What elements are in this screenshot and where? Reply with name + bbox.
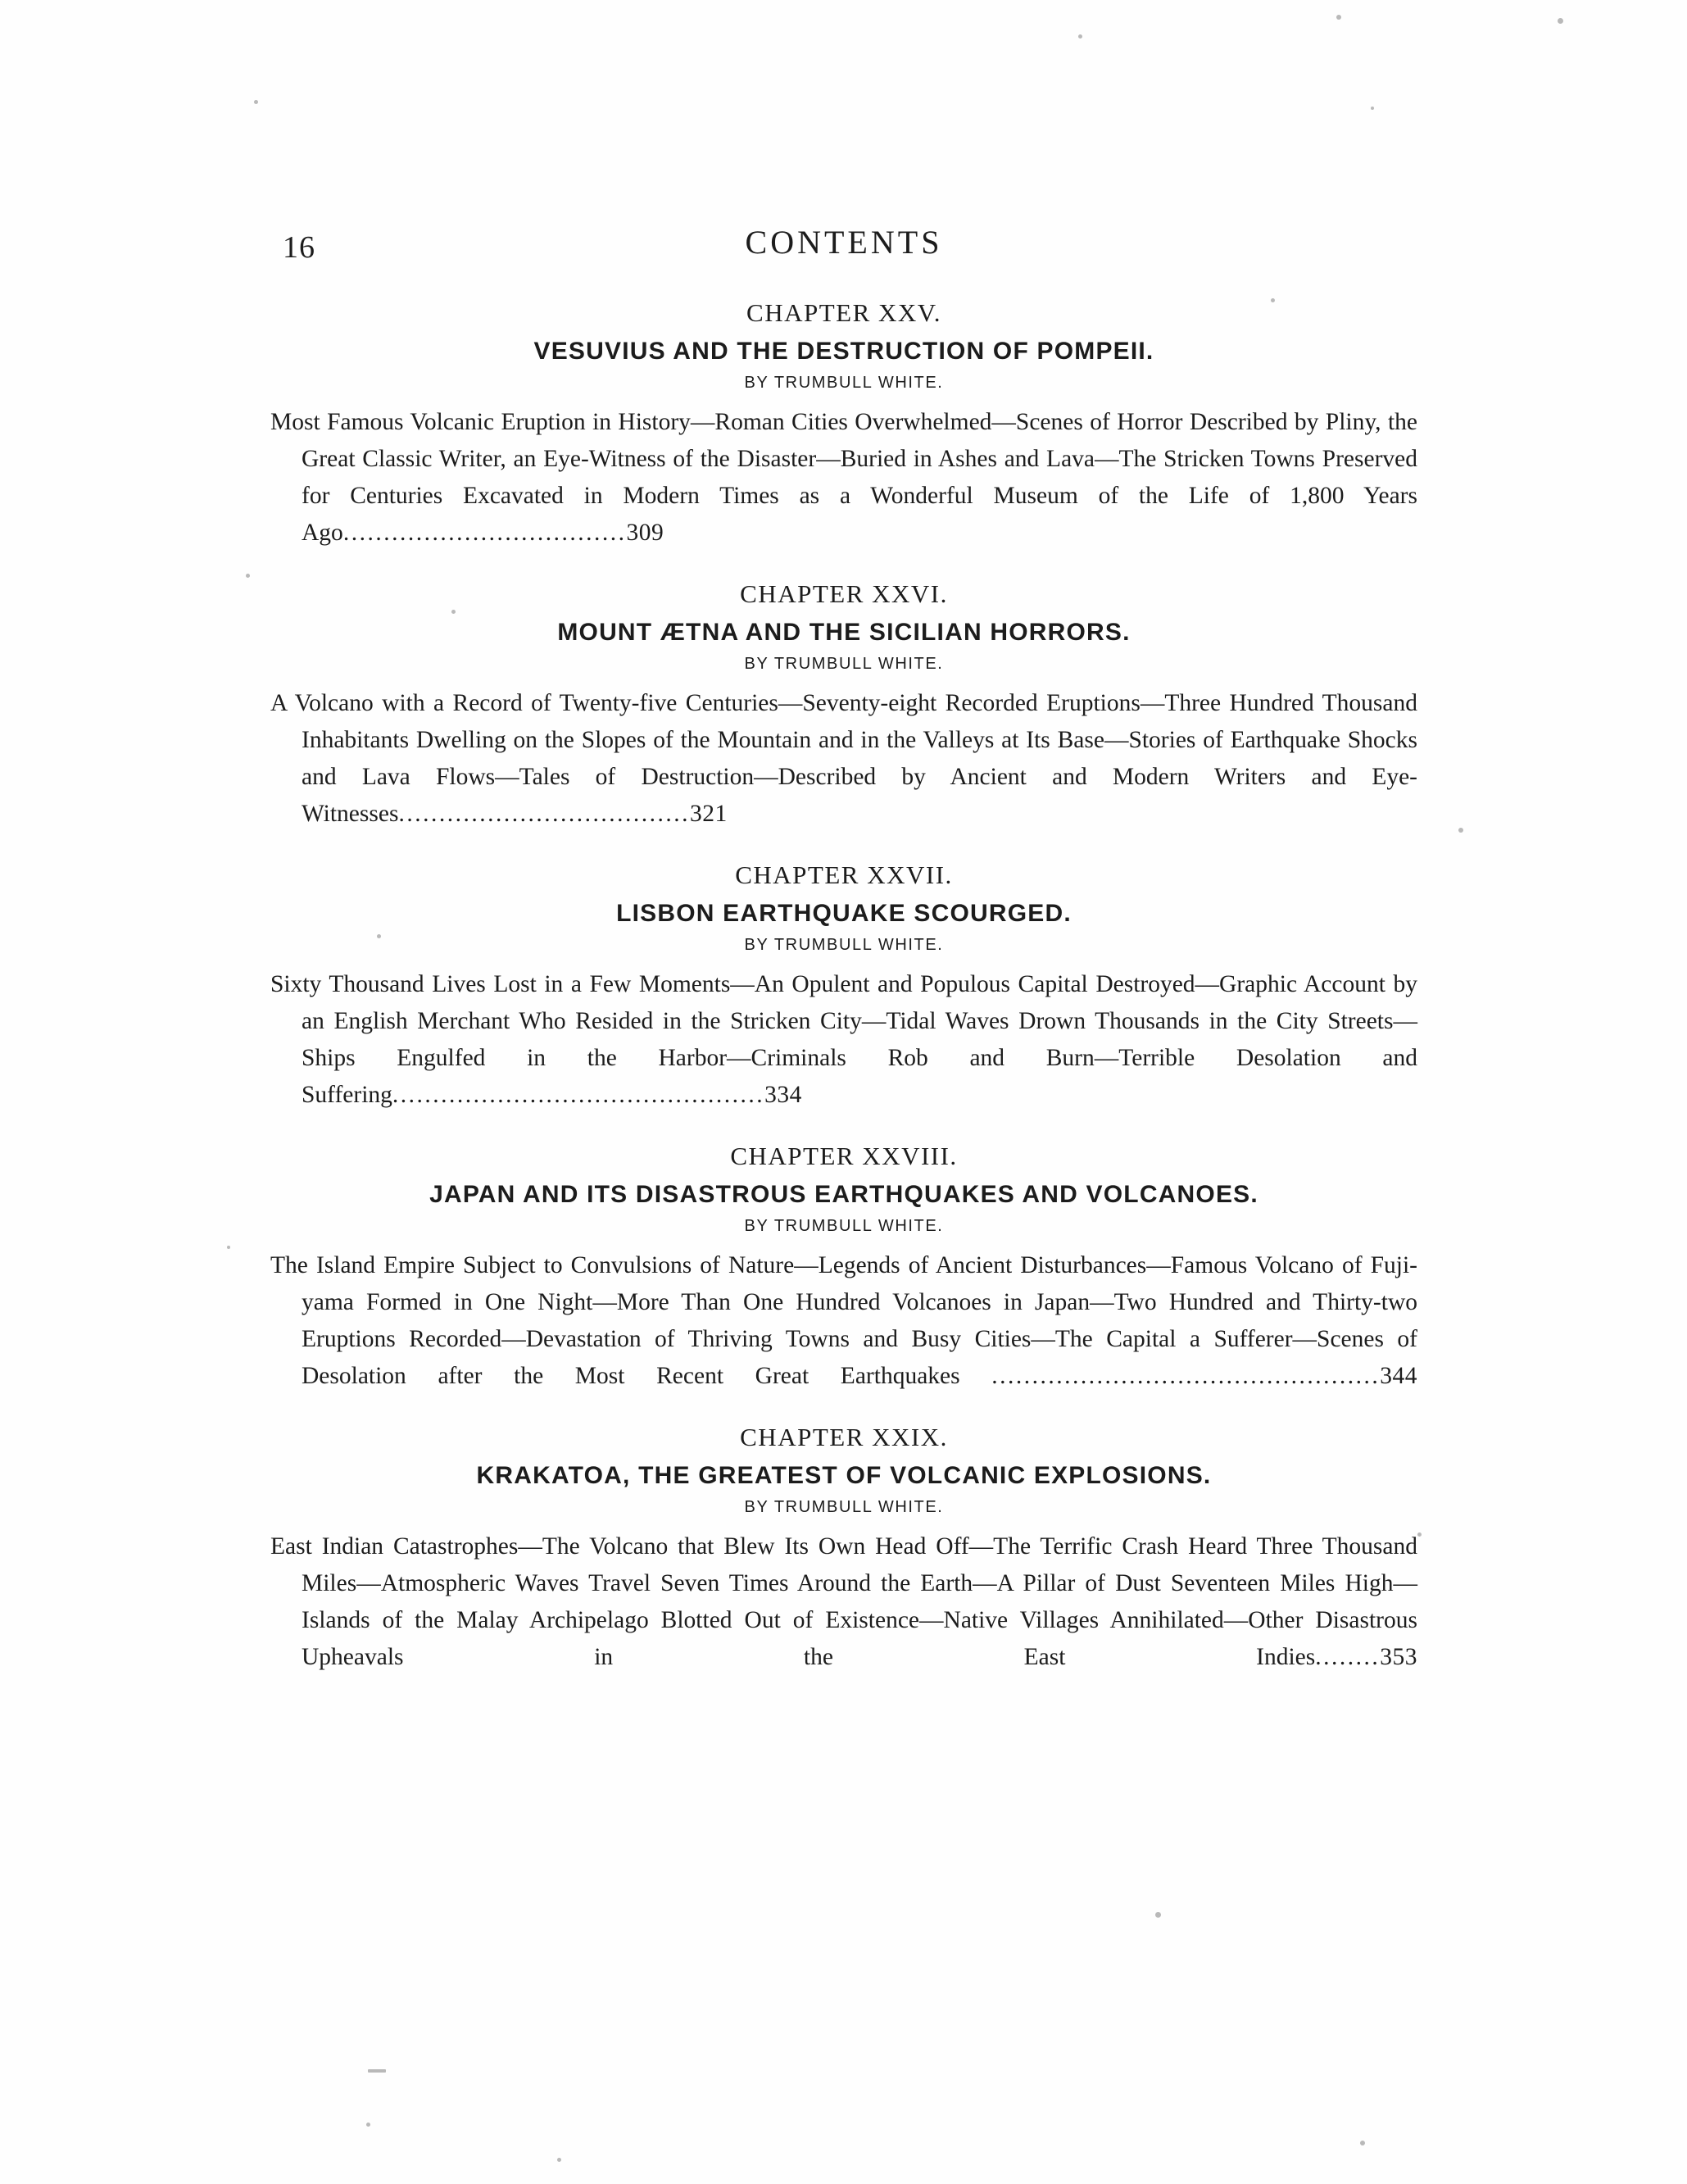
dot-leader: .................................... (398, 801, 690, 827)
chapter-title: KRAKATOA, THE GREATEST OF VOLCANIC EXPLOSIONS. (476, 1462, 1212, 1489)
scan-speck (227, 1246, 230, 1249)
scan-speck (1078, 34, 1082, 39)
page-folio: 16 (283, 230, 315, 265)
chapter-byline: BY TRUMBULL WHITE. (744, 374, 944, 392)
dot-leader: ................................... (342, 520, 627, 546)
chapter-title: MOUNT ÆTNA AND THE SICILIAN HORRORS. (557, 619, 1131, 646)
scan-speck (1417, 1532, 1422, 1537)
scan-speck (1360, 2141, 1365, 2145)
scan-speck (1336, 15, 1341, 20)
toc-entry (270, 298, 1417, 552)
chapter-description (270, 685, 1417, 833)
scan-speck (557, 2158, 561, 2162)
chapter-number: CHAPTER XXVI. (740, 579, 948, 608)
toc-entry (270, 579, 1417, 833)
chapter-title: LISBON EARTHQUAKE SCOURGED. (616, 900, 1072, 927)
page-header (270, 205, 1417, 270)
entry-page-number: 344 (1380, 1363, 1418, 1389)
chapter-number: CHAPTER XXVII. (735, 860, 953, 889)
entry-page-number: 321 (689, 801, 728, 827)
chapter-title: JAPAN AND ITS DISASTROUS EARTHQUAKES AND VOLCANOES. (429, 1181, 1258, 1208)
toc-entry (270, 1142, 1417, 1395)
page-content (270, 205, 1417, 1676)
chapter-number: CHAPTER XXIX. (740, 1423, 948, 1451)
chapter-byline: BY TRUMBULL WHITE. (744, 1217, 944, 1235)
scan-speck (1371, 107, 1374, 110)
scan-speck (254, 100, 258, 104)
chapter-description (270, 1528, 1417, 1676)
entry-page-number: 353 (1380, 1644, 1417, 1670)
scan-speck (1155, 1912, 1161, 1918)
description-text: East Indian Catastrophes—The Volcano that Blew Its Own Head Off—The Terrific Crash Heard Three Thousand Miles—Atmospheric Waves Travel Seven Times Around the Earth—A Pillar of Dust Seventeen Miles High—Islands of the Malay Archipelago Blotted Out of Existence—Native Villages Annihilated—Other Disastrous Upheavals in the East Indies (270, 1533, 1417, 1670)
scan-speck (1558, 18, 1563, 24)
chapter-byline: BY TRUMBULL WHITE. (744, 655, 944, 673)
dot-leader: ........ (1315, 1644, 1381, 1670)
dot-leader: .............................................. (392, 1082, 765, 1108)
entry-page-number: 309 (626, 520, 664, 546)
chapter-byline: BY TRUMBULL WHITE. (744, 1498, 944, 1516)
scan-speck (366, 2123, 370, 2127)
description-text: A Volcano with a Record of Twenty-five Centuries—Seventy-eight Recorded Eruptions—Three Hundred Thousand Inhabitants Dwelling on the Slopes of the Mountain and in the Valleys at Its Base—Stories of Earthquake Shocks and Lava Flows—Tales of Destruction—Described by Ancient and Modern Writers and Eye-Witnesses (270, 690, 1417, 827)
running-head: CONTENTS (745, 224, 943, 261)
description-text: Most Famous Volcanic Eruption in History—Roman Cities Overwhelmed—Scenes of Horror Described by Pliny, the Great Classic Writer, an Eye-Witness of the Disaster—Buried in Ashes and Lava—The Stricken Towns Preserved for Centuries Excavated in Modern Times as a Wonderful Museum of the Life of 1,800 Years Ago (270, 409, 1417, 546)
chapter-number: CHAPTER XXV. (746, 298, 941, 327)
toc-entry (270, 860, 1417, 1114)
chapter-description (270, 1247, 1417, 1395)
chapter-description (270, 404, 1417, 552)
chapter-title: VESUVIUS AND THE DESTRUCTION OF POMPEII. (533, 338, 1154, 365)
chapter-byline: BY TRUMBULL WHITE. (744, 936, 944, 954)
scan-speck (246, 574, 250, 578)
chapter-number: CHAPTER XXVIII. (730, 1142, 958, 1170)
chapter-description (270, 966, 1417, 1114)
entry-page-number: 334 (764, 1082, 802, 1108)
description-text: Sixty Thousand Lives Lost in a Few Moments—An Opulent and Populous Capital Destroyed—Graphic Account by an English Merchant Who Resided in the Stricken City—Tidal Waves Drown Thousands in the City Streets—Ships Engulfed in the Harbor—Criminals Rob and Burn—Terrible Desolation and Suffering (270, 971, 1417, 1108)
description-text: The Island Empire Subject to Convulsions of Nature—Legends of Ancient Disturbances—Famous Volcano of Fuji-yama Formed in One Night—More Than One Hundred Volcanoes in Japan—Two Hundred and Thirty-two Eruptions Recorded—Devastation of Thriving Towns and Busy Cities—The Capital a Sufferer—Scenes of Desolation after the Most Recent Great Earthquakes (270, 1252, 1417, 1389)
dot-leader: ................................................ (991, 1363, 1381, 1389)
toc-entry (270, 1423, 1417, 1676)
scan-speck (1458, 828, 1463, 833)
scan-speck (368, 2069, 386, 2073)
